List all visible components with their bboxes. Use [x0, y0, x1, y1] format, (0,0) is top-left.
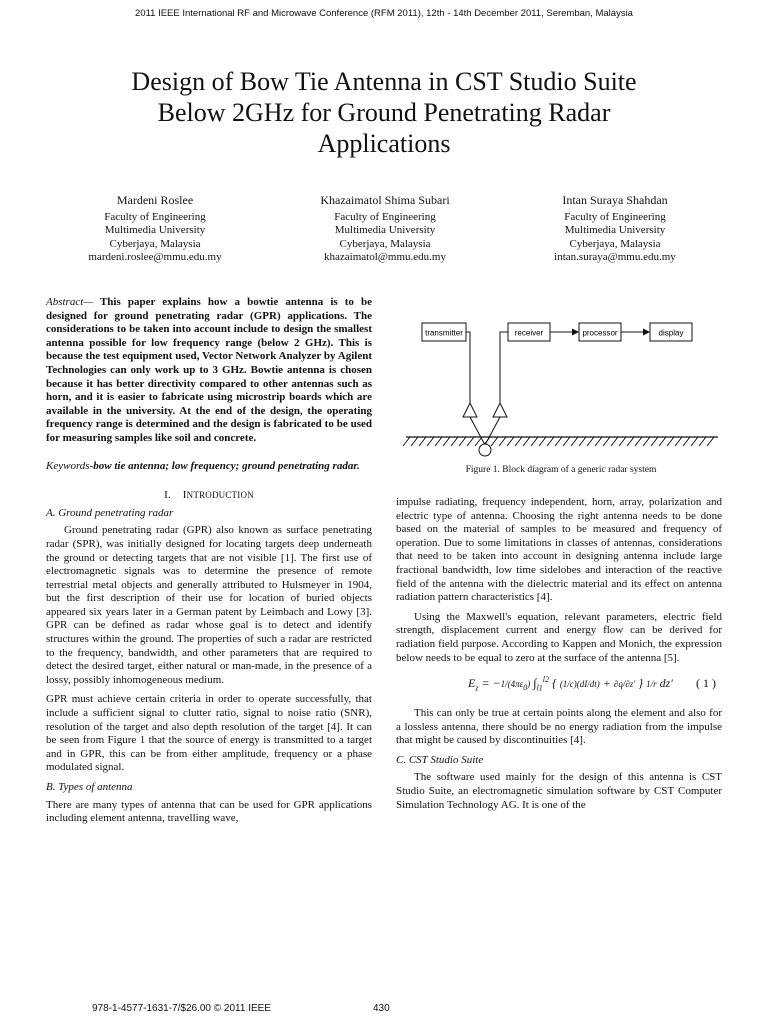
author-university: Multimedia University	[334, 224, 436, 236]
author-faculty: Faculty of Engineering	[334, 210, 436, 223]
abstract	[46, 296, 372, 446]
figure-block-diagram	[396, 305, 726, 485]
hatch-mark	[507, 437, 514, 446]
hatch-mark	[523, 437, 530, 446]
equation-body: $E_z = -1/(4\pi\varepsilon 0)$ $\int_{l1}^{l2}$ { (1/c)(dI/dt) + ∂q/∂z′ } 1/r dz′	[468, 675, 673, 693]
hatch-mark	[547, 437, 554, 446]
receiver-label: receiver	[514, 328, 544, 338]
hatch-mark	[651, 437, 658, 446]
processor-label: processor	[582, 328, 618, 338]
subsection-heading-gpr: A. Ground penetrating radar	[46, 506, 174, 519]
hatch-mark	[579, 437, 586, 446]
hatch-mark	[403, 437, 410, 446]
author-name: Khazaimatol Shima Subari	[320, 193, 450, 207]
section-heading-introduction	[46, 489, 372, 503]
ground-hatching	[403, 437, 714, 446]
hatch-mark	[435, 437, 442, 446]
hatch-mark	[699, 437, 706, 446]
conference-header: 2011 IEEE International RF and Microwave Conference (RFM 2011), 12th - 14th December 2011, Seremban, Malaysia	[135, 8, 633, 19]
author-university: Multimedia University	[564, 224, 666, 236]
author-email[interactable]: intan.suraya@mmu.edu.my	[554, 251, 676, 263]
hatch-mark	[675, 437, 682, 446]
title-line-2: Below 2GHz for Ground Penetrating Radar	[157, 98, 611, 127]
hatch-mark	[499, 437, 506, 446]
right-column	[396, 496, 722, 818]
title-line-1: Design of Bow Tie Antenna in CST Studio Suite	[131, 67, 637, 96]
author-location: Cyberjaya, Malaysia	[569, 237, 661, 250]
hatch-mark	[539, 437, 546, 446]
abstract-lead: Abstract—	[46, 296, 94, 308]
hatch-mark	[459, 437, 466, 446]
hatch-mark	[611, 437, 618, 446]
footer-isbn: 978-1-4577-1631-7/$26.00 © 2011 IEEE	[92, 1003, 271, 1014]
author-block	[40, 194, 270, 265]
keywords-text: bow tie antenna; low frequency; ground penetrating radar.	[93, 459, 360, 472]
equation-number: ( 1 )	[696, 676, 716, 691]
hatch-mark	[667, 437, 674, 446]
hatch-mark	[467, 437, 474, 446]
author-name: Intan Suraya Shahdan	[562, 193, 668, 207]
author-list	[40, 194, 730, 265]
section-title-rest: NTRODUCTION	[186, 490, 254, 501]
figure-caption: Figure 1. Block diagram of a generic radar system	[465, 465, 657, 475]
page-number: 430	[373, 1003, 390, 1014]
author-location: Cyberjaya, Malaysia	[339, 237, 431, 250]
paragraph: impulse radiating, frequency independent, horn, array, polarization and electric type of antenna. Choosing the right antenna needs to be done based on the material of samples to be measured and frequency of operation. Due to some limitations in classes of antennas, considerations that need to be taken into account in designing antenna include large fractional bandwidth, low time sidelobes and interaction of the reactive field of the antenna with the dielectric material and its effect on antenna radiation pattern characteristics [4].	[396, 496, 722, 604]
paragraph: Using the Maxwell's equation, relevant parameters, electric field strength, displacement current and energy flow can be derived for radiation field purpose. According to Kappen and Monich, the expression below needs to be equal to zero at the surface of the antenna [5].	[396, 610, 722, 664]
buried-target-icon	[479, 444, 491, 456]
keywords-lead: Keywords-	[46, 459, 94, 472]
subsection-heading-cst: C. CST Studio Suite	[396, 753, 484, 766]
hatch-mark	[563, 437, 570, 446]
author-block	[270, 194, 500, 265]
author-university: Multimedia University	[104, 224, 206, 236]
paragraph: This can only be true at certain points along the element and also for a lossless antenna, there should be no energy radiation from the impulse that might be caused by discontinuities [4].	[396, 707, 722, 747]
paragraph: The software used mainly for the design of this antenna is CST Studio Suite, an electromagnetic simulation software by CST Computer Simulation Technology AG. It is one of the	[396, 771, 722, 811]
subsection-heading-antenna-types: B. Types of antenna	[46, 781, 133, 793]
author-location: Cyberjaya, Malaysia	[109, 237, 201, 250]
transmit-ray	[470, 417, 485, 445]
hatch-mark	[683, 437, 690, 446]
hatch-mark	[427, 437, 434, 446]
hatch-mark	[707, 437, 714, 446]
keywords	[46, 460, 372, 474]
hatch-mark	[451, 437, 458, 446]
hatch-mark	[659, 437, 666, 446]
author-email[interactable]: khazaimatol@mmu.edu.my	[324, 251, 446, 263]
hatch-mark	[691, 437, 698, 446]
transmit-antenna-icon	[463, 403, 477, 417]
transmitter-feed-line	[466, 332, 470, 403]
left-column	[46, 296, 372, 832]
hatch-mark	[515, 437, 522, 446]
hatch-mark	[571, 437, 578, 446]
equation-1	[396, 673, 722, 695]
abstract-text: This paper explains how a bowtie antenna is to be designed for ground penetrating radar (GPR) applications. The considerations to be taken into account include to design the smallest antenna possible for low frequency range (below 2 GHz). This is because the test equipment used, Vector Network Analyzer by Agilent Technologies can only work up to 3 GHz. Bowtie antenna is chosen because it has better directivity compared to other antennas such as horn, and it is easier to fabricate using microstrip boards which are available in the university. At the end of the design, the operating frequency range is determined and the design is fabricated to be used for measuring samples like soil and concrete.	[46, 296, 372, 444]
hatch-mark	[491, 437, 498, 446]
hatch-mark	[587, 437, 594, 446]
radar-diagram	[396, 305, 726, 465]
receiver-feed-line	[500, 332, 508, 403]
author-block	[500, 194, 730, 265]
author-faculty: Faculty of Engineering	[564, 210, 666, 223]
hatch-mark	[531, 437, 538, 446]
transmitter-label: transmitter	[425, 328, 463, 338]
hatch-mark	[603, 437, 610, 446]
author-name: Mardeni Roslee	[116, 193, 194, 207]
hatch-mark	[419, 437, 426, 446]
hatch-mark	[643, 437, 650, 446]
hatch-mark	[443, 437, 450, 446]
hatch-mark	[635, 437, 642, 446]
title-line-3: Applications	[317, 129, 451, 158]
hatch-mark	[475, 437, 482, 446]
author-email[interactable]: mardeni.roslee@mmu.edu.my	[88, 251, 222, 263]
hatch-mark	[555, 437, 562, 446]
section-number: I.	[164, 489, 171, 502]
section-title-initial: I	[182, 489, 187, 502]
paragraph: GPR must achieve certain criteria in order to operate successfully, that include a sufficient signal to clutter ratio, signal to noise ratio (SNR), resolution of the target and also depth resolution of the target [4]. It can be seen from Figure 1 that the source of energy is transmitted to a target and in GPR, this can be from either amplitude, frequency or a phase modulated signal.	[46, 693, 372, 774]
receive-antenna-icon	[493, 403, 507, 417]
paragraph: Ground penetrating radar (GPR) also known as surface penetrating radar (SPR), was initially designed for locating targets deep underneath the ground or detecting targets that are not visible [1]. The first use of electromagnetic signals was to determine the presence of remote terrestrial metal objects and generally attributed to Hulsmeyer in 1904, but the first description of their use for location of buried objects appeared six years later in a German patent by Leimbach and Lowy [3]. GPR can be defined as radar whose goal is to detect and identify structures within the ground. The properties of such a radar are restricted to the frequency, bandwidth, and other parameters that are required to detect the desired target, either natural or man-made, in the presence of a lossy, possibly inhomogeneous medium.	[46, 524, 372, 686]
paper-title	[60, 66, 708, 159]
hatch-mark	[595, 437, 602, 446]
display-label: display	[658, 328, 684, 338]
paragraph: There are many types of antenna that can be used for GPR applications including element antenna, travelling wave,	[46, 798, 372, 825]
author-faculty: Faculty of Engineering	[104, 210, 206, 223]
hatch-mark	[619, 437, 626, 446]
hatch-mark	[411, 437, 418, 446]
hatch-mark	[627, 437, 634, 446]
